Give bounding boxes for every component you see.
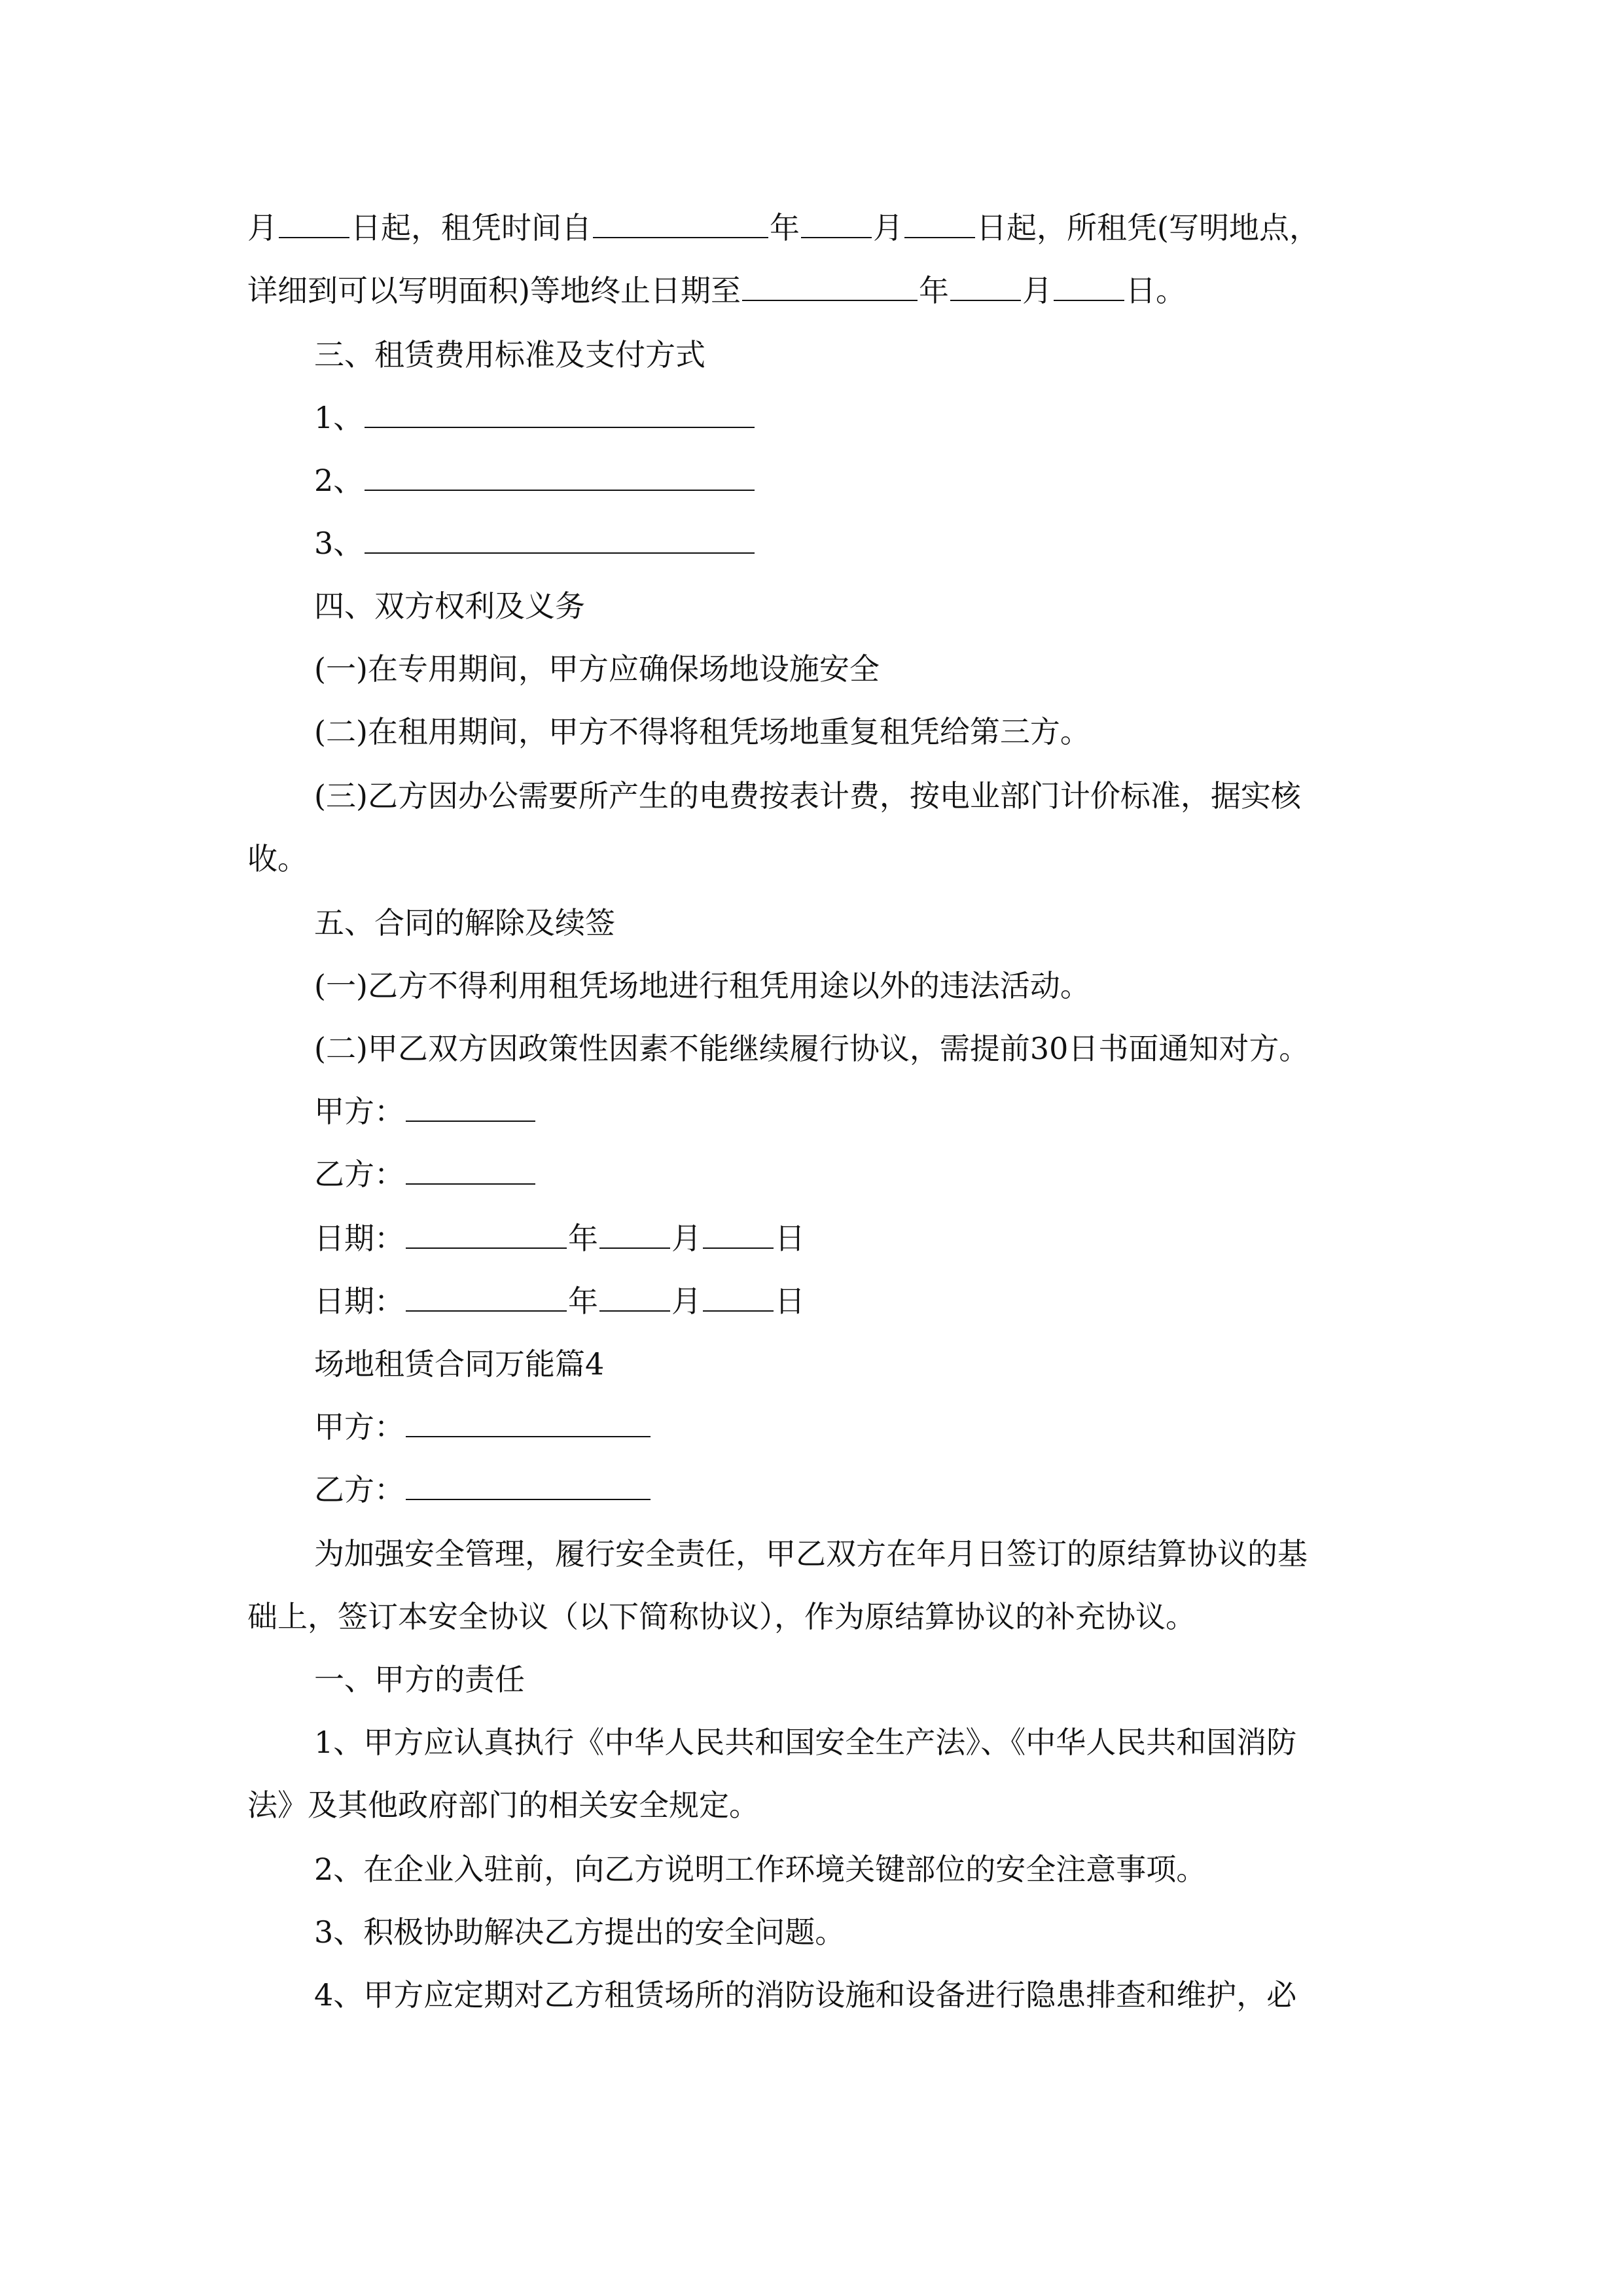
blank-field[interactable] [950,271,1021,301]
section4-item2: 2、在企业入驻前，向乙方说明工作环境关键部位的安全注意事项。 [314,1852,1207,1887]
label: 乙方： [314,1472,404,1507]
blank-field[interactable] [703,1282,774,1312]
text: 日。 [1125,273,1186,308]
label: 甲方： [314,1094,404,1129]
section4-intro-line2: 础上，签订本安全协议（以下简称协议），作为原结算协议的补充协议。 [247,1599,1196,1634]
blank-field[interactable] [742,271,918,301]
text: 详细到可以写明面积)等地终止日期至 [247,273,741,308]
blank-field[interactable] [365,461,755,491]
clause5-item-1: (一)乙方不得利用租凭场地进行租凭用途以外的违法活动。 [314,968,1090,1003]
clause3-item-3 [314,524,756,563]
text: 月 [247,210,277,245]
text: 月 [873,210,903,245]
blank-field[interactable] [593,208,768,238]
clause2-line2 [247,271,1186,310]
section4-item1-line2: 法》及其他政府部门的相关安全规定。 [247,1787,759,1823]
clause2-line1 [247,208,1319,247]
blank-field[interactable] [406,1155,535,1185]
section4-item4: 4、甲方应定期对乙方租赁场所的消防设施和设备进行隐患排查和维护，必 [314,1977,1297,2013]
signature-date-2 [314,1282,805,1321]
blank-field[interactable] [365,524,755,554]
clause3-heading: 三、租赁费用标准及支付方式 [314,337,705,372]
clause3-item-2 [314,461,756,500]
text: 日起，租凭时间自 [351,210,592,245]
clause4-item-2: (二)在租用期间，甲方不得将租凭场地重复租凭给第三方。 [314,714,1090,749]
label: 日期： [314,1221,404,1256]
section-title: 场地租赁合同万能篇4 [314,1346,605,1382]
blank-field[interactable] [1054,271,1124,301]
text: 年 [770,210,800,245]
blank-field[interactable] [406,1219,567,1249]
text: 日 [775,1221,805,1256]
blank-field[interactable] [904,208,975,238]
item-number: 1、 [314,400,364,435]
clause4-item-1: (一)在专用期间，甲方应确保场地设施安全 [314,651,880,687]
signature-party-a [314,1092,537,1131]
blank-field[interactable] [406,1092,535,1122]
blank-field[interactable] [406,1282,567,1312]
clause4-item-3: (三)乙方因办公需要所产生的电费按表计费，按电业部门计价标准，据实核 [314,778,1301,814]
label: 甲方： [314,1409,404,1444]
blank-field[interactable] [703,1219,774,1249]
blank-field[interactable] [406,1407,651,1437]
item-number: 2、 [314,463,364,498]
blank-field[interactable] [279,208,349,238]
text: 年 [568,1221,598,1256]
signature-date-1 [314,1219,805,1258]
text: 月 [671,1221,702,1256]
section4-heading1: 一、甲方的责任 [314,1662,525,1697]
section4-party-a [314,1407,652,1446]
section4-intro-line1: 为加强安全管理，履行安全责任，甲乙双方在年月日签订的原结算协议的基 [314,1536,1308,1571]
section4-item3: 3、积极协助解决乙方提出的安全问题。 [314,1914,846,1950]
clause3-item-1 [314,398,756,437]
label: 乙方： [314,1157,404,1192]
blank-field[interactable] [365,398,755,428]
text: 月 [671,1283,702,1319]
clause4-item-3-cont: 收。 [247,841,308,876]
clause5-heading: 五、合同的解除及续签 [314,905,615,941]
section4-item1-line1: 1、甲方应认真执行《中华人民共和国安全生产法》、《中华人民共和国消防 [314,1725,1297,1760]
text: 年 [568,1283,598,1319]
text: 日 [775,1283,805,1319]
label: 日期： [314,1283,404,1319]
blank-field[interactable] [406,1470,651,1500]
text: 月 [1022,273,1052,308]
blank-field[interactable] [599,1219,670,1249]
blank-field[interactable] [599,1282,670,1312]
text: 日起，所租凭(写明地点， [976,210,1319,245]
signature-party-b [314,1155,537,1194]
clause4-heading: 四、双方权利及义务 [314,588,585,624]
text: 年 [918,273,949,308]
clause5-item-2: (二)甲乙双方因政策性因素不能继续履行协议，需提前30日书面通知对方。 [314,1031,1310,1066]
item-number: 3、 [314,526,364,561]
blank-field[interactable] [801,208,872,238]
section4-party-b [314,1470,652,1509]
